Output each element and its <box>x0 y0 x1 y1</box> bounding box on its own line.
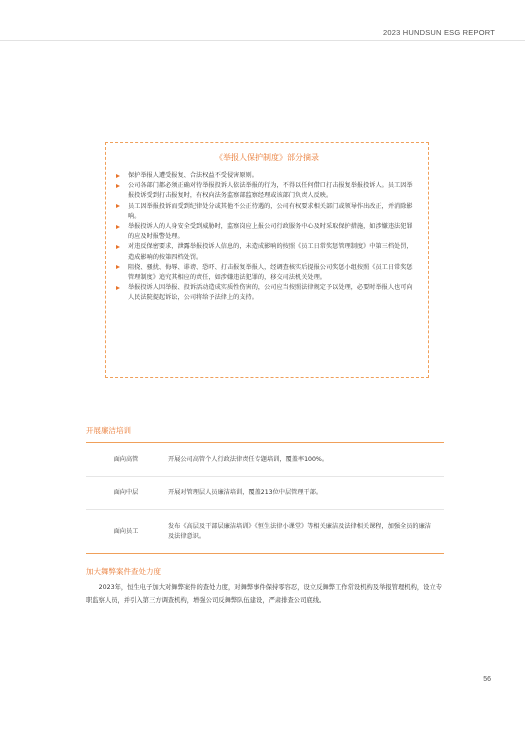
excerpt-item <box>116 171 418 181</box>
excerpt-item-text: 公司各部门都必须正确对待举报投诉人依法举报的行为，不得以任何借口打击报复举报投诉人。员工因举报投诉受到打击报复时，有权向法务监察部监察经理或该部门负责人反映。 <box>128 182 413 200</box>
excerpt-item-text: 对违反保密要求，泄露举报投诉人信息的，未造成影响的按照《员工日常奖惩管理制度》中第三档处罚，造成影响的按第四档处罚。 <box>128 243 413 261</box>
page-number: 56 <box>483 676 491 683</box>
excerpt-box <box>105 142 429 378</box>
audience-cell: 面向高管 <box>86 443 166 477</box>
triangle-bullet-icon <box>116 174 120 178</box>
table-row <box>86 510 444 554</box>
excerpt-item <box>116 181 418 201</box>
excerpt-item <box>116 242 418 262</box>
excerpt-item-text: 举报投诉人的人身安全受到威胁时，监察岗应上报公司行政服务中心及时采取保护措施，如涉嫌违法犯罪的应及时报警处理。 <box>128 223 413 241</box>
excerpt-item <box>116 283 418 303</box>
triangle-bullet-icon <box>116 204 120 208</box>
audience-cell: 面向中层 <box>86 477 166 510</box>
excerpt-title: 《举报人保护制度》部分摘录 <box>215 153 319 162</box>
audience-cell: 面向员工 <box>113 527 139 535</box>
excerpt-item <box>116 202 418 222</box>
triangle-bullet-icon <box>116 286 120 290</box>
excerpt-item-text: 举报投诉人因举报、投诉活动造成实质性伤害的，公司应当按照法律规定予以处理，必要时举报人也可向人民法院提起诉讼，公司将给予法律上的支持。 <box>128 284 413 302</box>
enforcement-section-title: 加大舞弊案件查处力度 <box>86 567 161 576</box>
table-row <box>86 443 444 477</box>
excerpt-item <box>116 222 418 242</box>
triangle-bullet-icon <box>116 245 120 249</box>
training-table <box>86 442 444 554</box>
enforcement-paragraph: 2023年，恒生电子加大对舞弊案件的查处力度，对舞弊事件保持零容忍，设立反舞弊工作常设机构及举报管理机构，设立专职监察人员，并引入第三方调查机构，增强公司反舞弊队伍建设，严肃排查公司底线。 <box>86 584 443 604</box>
excerpt-item-text: 员工因举报投诉而受到纪律处分或其他不公正待遇的，公司有权要求相关部门或领导作出改正，并消除影响。 <box>128 202 413 220</box>
triangle-bullet-icon <box>116 265 120 269</box>
training-section-title: 开展廉洁培训 <box>86 426 131 435</box>
report-header-title: 2023 HUNDSUN ESG REPORT <box>383 28 495 37</box>
header-divider <box>0 40 525 41</box>
excerpt-item-text: 保护举报人遭受报复、合法权益不受侵害原则。 <box>128 172 258 179</box>
excerpt-item-text: 阻挠、骚扰、侮辱、诽谤、恐吓、打击报复举报人，经调查核实后提报公司奖惩小组按照《员工日常奖惩管理制度》追究其相应的责任，如涉嫌违法犯罪的，移交司法机关处理。 <box>128 263 413 282</box>
triangle-bullet-icon <box>116 184 120 188</box>
description-cell: 开展对管理层人员廉洁培训，覆盖213位中层管理干部。 <box>166 477 444 510</box>
triangle-bullet-icon <box>116 225 120 229</box>
description-cell: 开展公司高管个人行政法律责任专题培训，覆盖率100%。 <box>166 443 444 477</box>
excerpt-list <box>116 171 418 304</box>
table-row <box>86 477 444 510</box>
excerpt-item <box>116 263 418 283</box>
description-cell: 发布《高层及干部层廉洁培训》《恒生法律小课堂》等相关廉洁及法律相关课程，加强全员的廉洁及法律意识。 <box>168 522 431 540</box>
